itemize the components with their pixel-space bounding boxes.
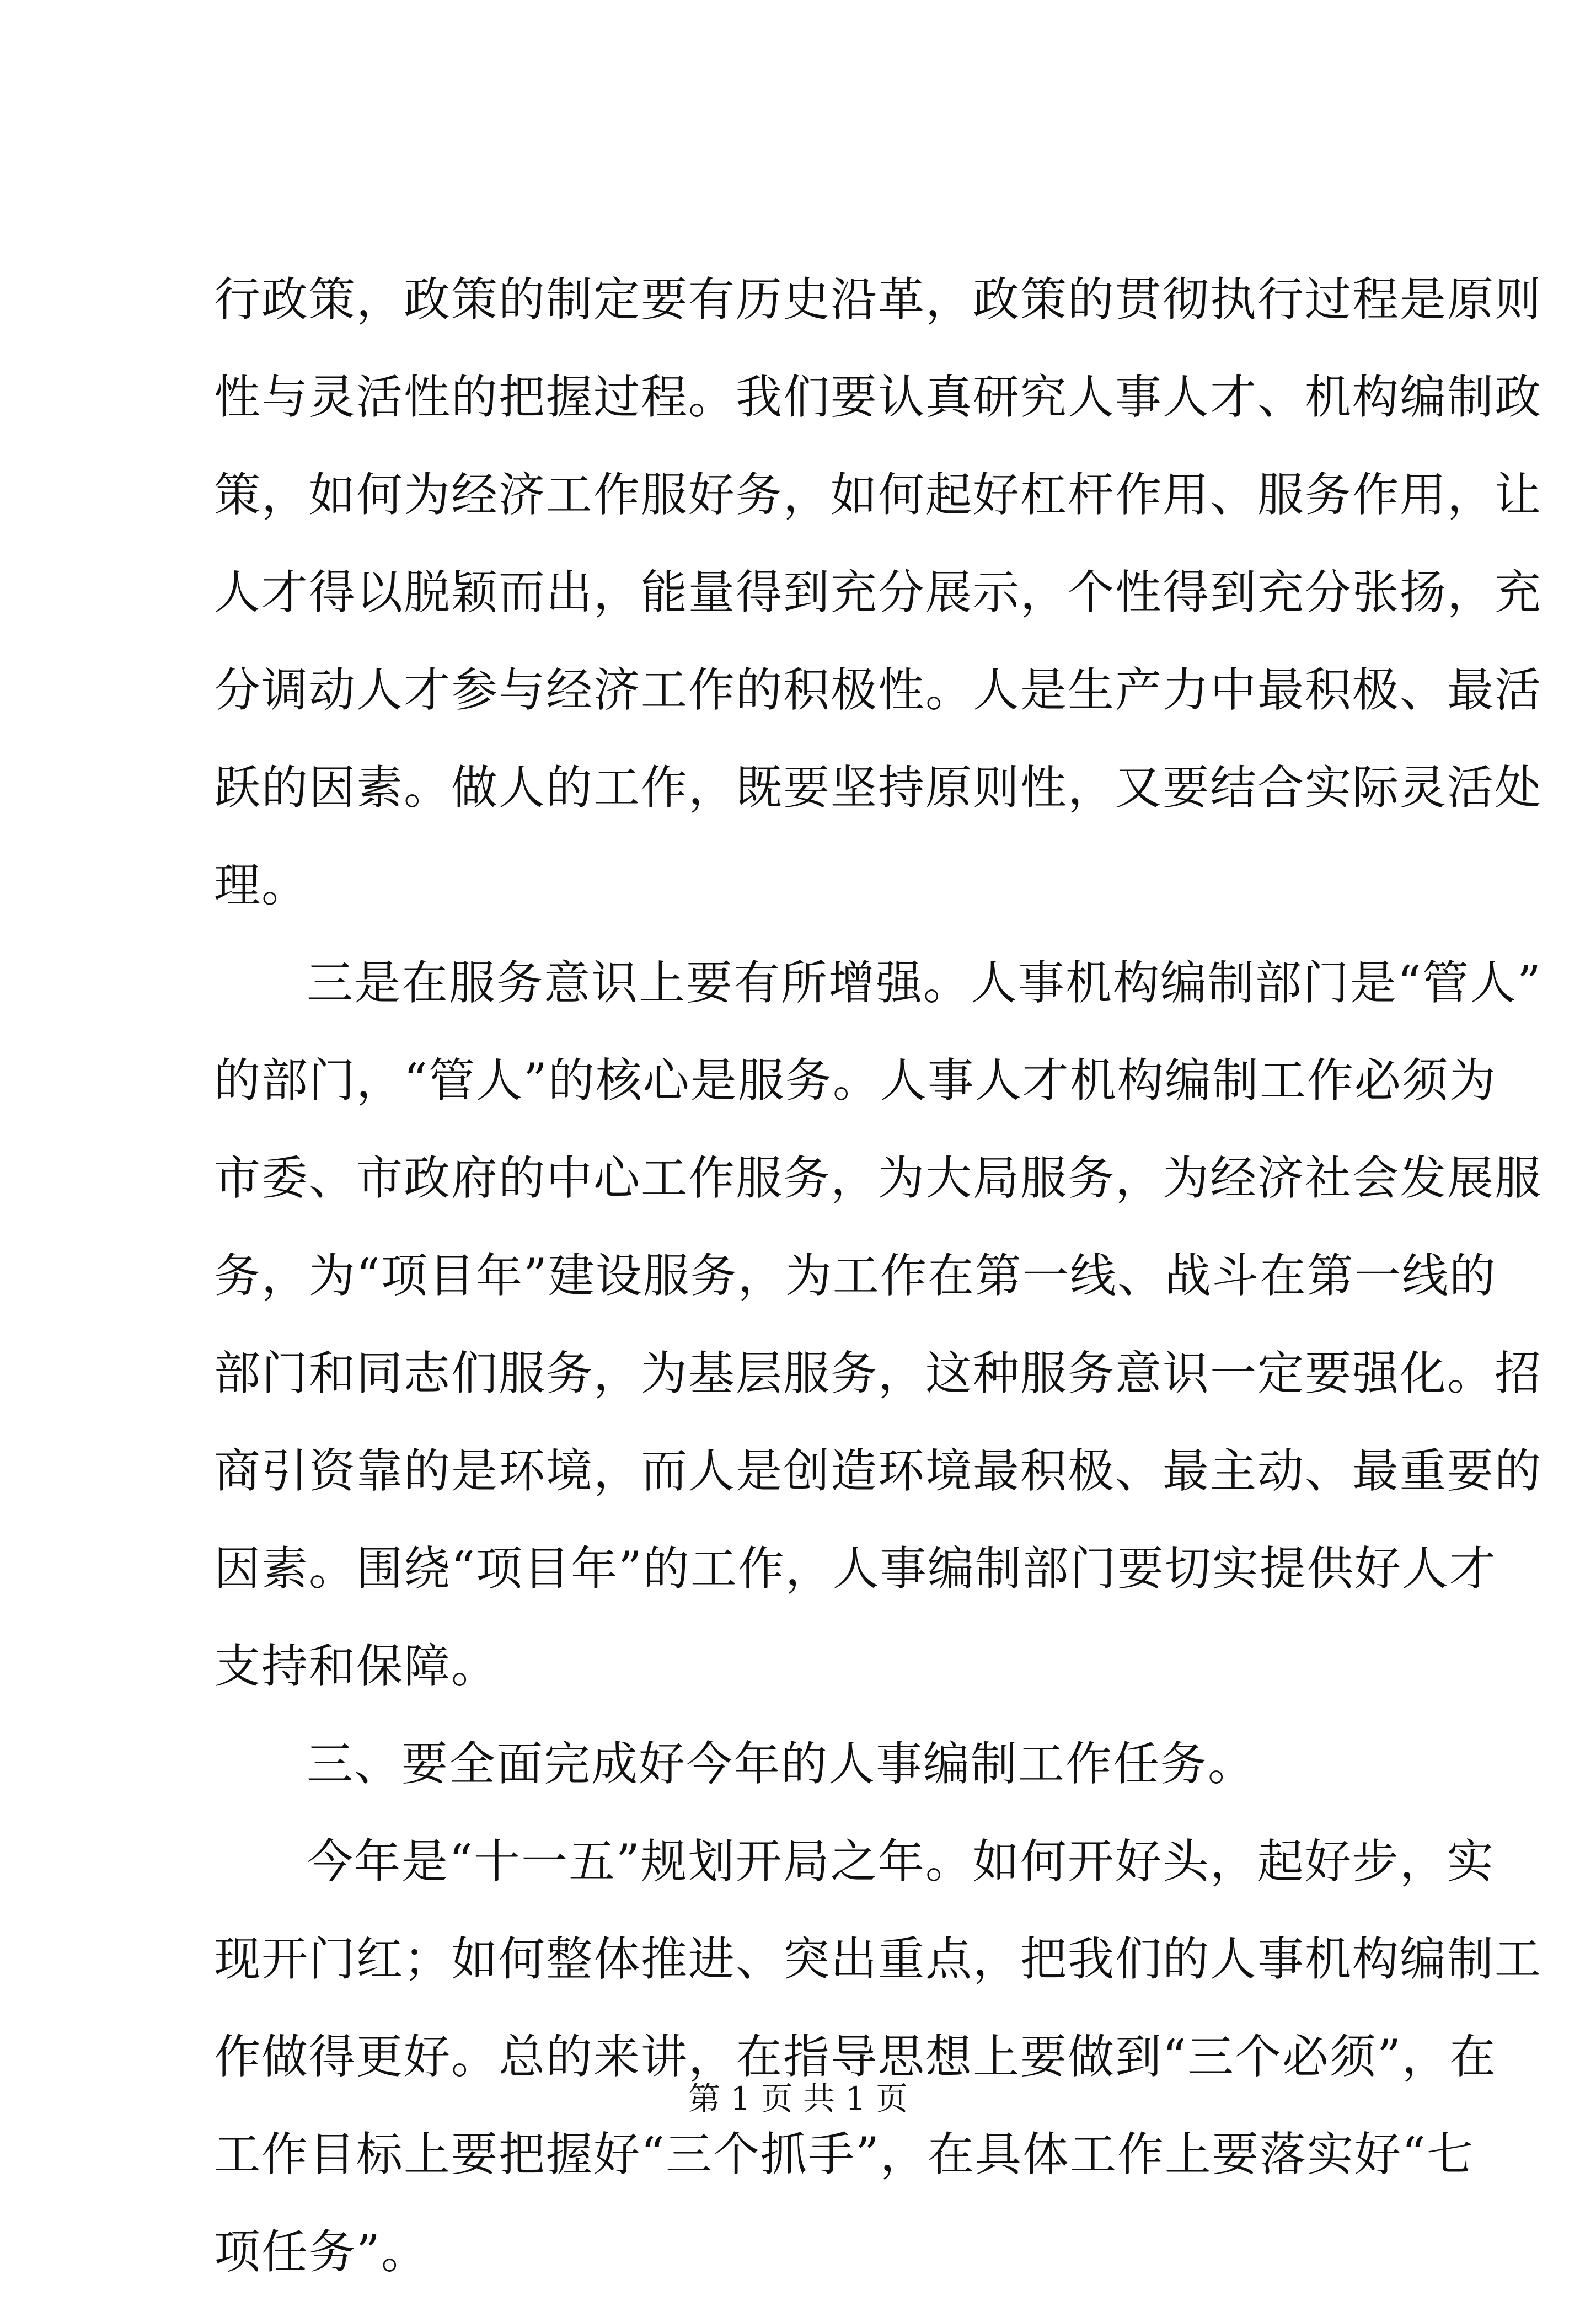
document-body (214, 251, 1543, 2301)
text-line: 部门和同志们服务，为基层服务，这种服务意识一定要强化。招 (214, 1346, 1543, 1400)
text-line: 理。 (214, 858, 309, 912)
text-line: 今年是“十一五”规划开局之年。如何开好头，起好步，实 (307, 1834, 1495, 1888)
text-line: 支持和保障。 (214, 1639, 499, 1693)
text-line: 跃的因素。做人的工作，既要坚持原则性，又要结合实际灵活处 (214, 761, 1543, 815)
text-line: 性与灵活性的把握过程。我们要认真研究人事人才、机构编制政 (214, 370, 1543, 424)
page-number-label: 第 1 页 共 1 页 (688, 2080, 908, 2117)
text-line: 现开门红；如何整体推进、突出重点，把我们的人事机构编制工 (214, 1932, 1543, 1986)
text-line: 三是在服务意识上要有所增强。人事机构编制部门是“管人” (307, 956, 1542, 1010)
text-line: 作做得更好。总的来讲，在指导思想上要做到“三个必须”，在 (214, 2030, 1497, 2084)
text-line: 分调动人才参与经济工作的积极性。人是生产力中最积极、最活 (214, 663, 1543, 717)
text-line: 行政策，政策的制定要有历史沿革，政策的贯彻执行过程是原则 (214, 272, 1543, 327)
section-heading: 三、要全面完成好今年的人事编制工作任务。 (307, 1737, 1256, 1791)
page-footer (0, 2077, 1596, 2121)
text-line: 工作目标上要把握好“三个抓手”，在具体工作上要落实好“七 (214, 2127, 1474, 2181)
text-line: 市委、市政府的中心工作服务，为大局服务，为经济社会发展服 (214, 1151, 1543, 1205)
text-line: 商引资靠的是环境，而人是创造环境最积极、最主动、最重要的 (214, 1444, 1543, 1498)
text-line: 项任务”。 (214, 2225, 429, 2279)
text-line: 因素。围绕“项目年”的工作，人事编制部门要切实提供好人才 (214, 1542, 1497, 1596)
text-line: 人才得以脱颖而出，能量得到充分展示，个性得到充分张扬，充 (214, 565, 1543, 619)
text-line: 务，为“项目年”建设服务，为工作在第一线、战斗在第一线的 (214, 1249, 1497, 1303)
text-line: 策，如何为经济工作服好务，如何起好杠杆作用、服务作用，让 (214, 468, 1543, 522)
text-line: 的部门，“管人”的核心是服务。人事人才机构编制工作必须为 (214, 1053, 1497, 1107)
